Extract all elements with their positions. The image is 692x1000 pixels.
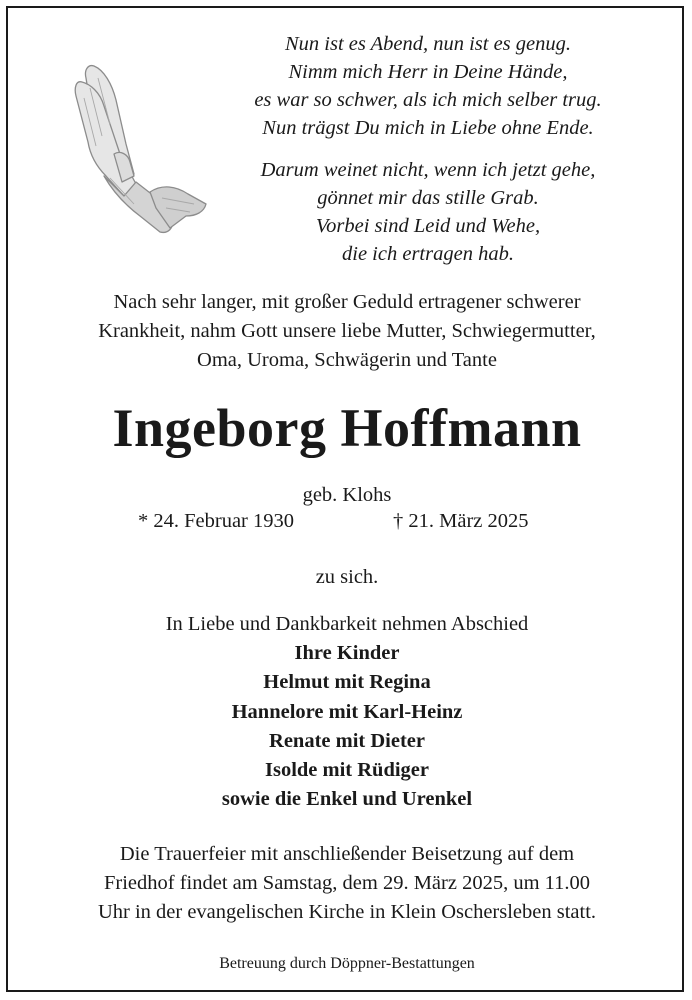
intro-line: Nach sehr langer, mit großer Geduld ertragener schwerer [113, 291, 581, 313]
list-item: Helmut mit Regina [263, 671, 431, 694]
birth-name: geb. Klohs [302, 484, 392, 506]
list-item: sowie die Enkel und Urenkel [221, 788, 473, 811]
poem-line: die ich ertragen hab. [342, 243, 514, 265]
list-item: Hannelore mit Karl-Heinz [231, 700, 463, 723]
death-date: † 21. März 2025 [393, 510, 529, 532]
funeral-line: Die Trauerfeier mit anschließender Beisetzung auf dem [119, 843, 575, 865]
intro-line: Krankheit, nahm Gott unsere liebe Mutter, Schwiegermutter, [98, 320, 596, 342]
birth-date: * 24. Februar 1930 [138, 510, 295, 532]
funeral-line: Friedhof findet am Samstag, dem 29. März 2025, um 11.00 [103, 872, 591, 894]
poem-line: Nun ist es Abend, nun ist es genug. [284, 33, 572, 55]
poem-line: Darum weinet nicht, wenn ich jetzt gehe, [260, 159, 596, 181]
poem-line: Vorbei sind Leid und Wehe, [315, 215, 541, 237]
poem-line: gönnet mir das stille Grab. [317, 187, 539, 209]
intro-text [8, 288, 686, 375]
funeral-info [8, 840, 686, 927]
obituary-frame [6, 6, 684, 992]
mourners-list [8, 639, 686, 815]
deceased-name: Ingeborg Hoffmann [112, 398, 582, 458]
list-item: Ihre Kinder [294, 642, 400, 664]
funeral-line: Uhr in der evangelischen Kirche in Klein Oschersleben statt. [97, 901, 597, 923]
footer-credit: Betreuung durch Döppner-Bestattungen [219, 955, 475, 972]
poem-stanza-2 [198, 156, 658, 268]
zu-sich-text: zu sich. [315, 566, 379, 588]
farewell-text: In Liebe und Dankbarkeit nehmen Abschied [165, 613, 529, 635]
list-item: Isolde mit Rüdiger [265, 759, 429, 782]
praying-hands-icon [64, 58, 214, 243]
poem-stanza-1 [198, 30, 658, 142]
poem-line: Nimm mich Herr in Deine Hände, [288, 61, 568, 83]
list-item: Renate mit Dieter [269, 729, 425, 752]
intro-line: Oma, Uroma, Schwägerin und Tante [197, 349, 497, 371]
poem-line: Nun trägst Du mich in Liebe ohne Ende. [262, 117, 594, 139]
poem-line: es war so schwer, als ich mich selber trug. [254, 89, 602, 111]
